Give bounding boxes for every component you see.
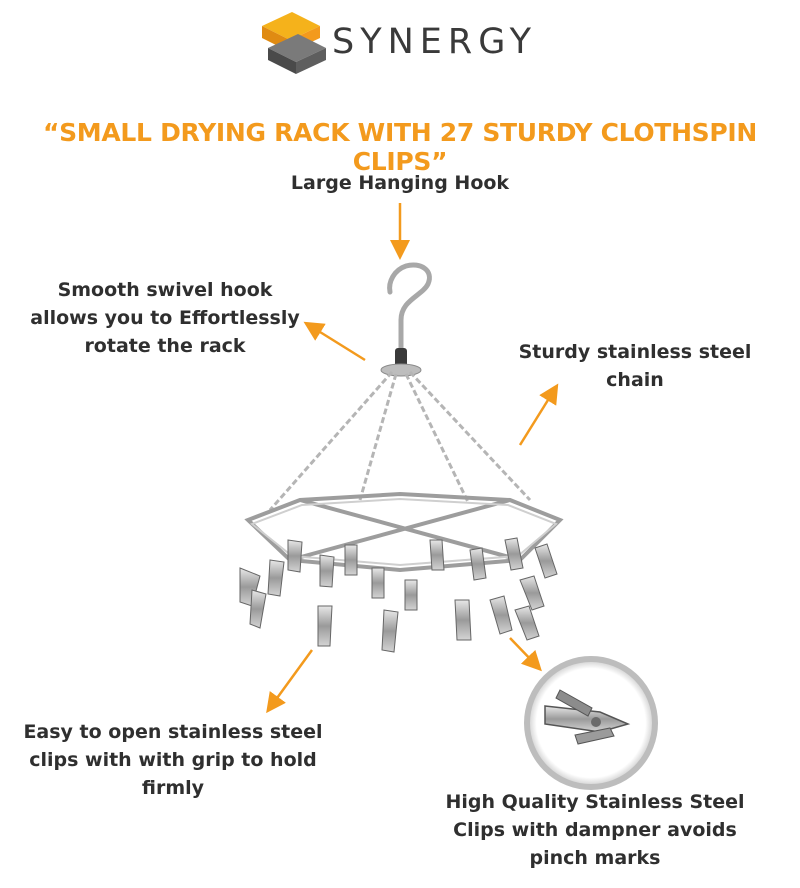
magnified-clip bbox=[527, 659, 655, 787]
callout-line: Easy to open stainless steel bbox=[23, 721, 323, 743]
callout-line: High Quality Stainless Steel bbox=[445, 791, 745, 813]
brand-name: SYNERGY bbox=[332, 22, 537, 62]
callout-line: clips with with grip to hold bbox=[29, 749, 317, 771]
callout-line: rotate the rack bbox=[84, 335, 246, 357]
callout-line: allows you to Effortlessly bbox=[30, 307, 300, 329]
headline: “SMALL DRYING RACK WITH 27 STURDY CLOTHSPIN CLIPS” bbox=[42, 118, 758, 176]
clothespin-clips bbox=[240, 538, 557, 652]
steel-chain bbox=[270, 372, 530, 510]
callout-line: firmly bbox=[141, 777, 205, 799]
callout-line: chain bbox=[606, 369, 664, 391]
callout-line: pinch marks bbox=[529, 847, 661, 869]
callout-line: Sturdy stainless steel bbox=[518, 341, 752, 363]
callout-line: Smooth swivel hook bbox=[57, 279, 273, 301]
callout-hanging-hook: Large Hanging Hook bbox=[290, 172, 510, 194]
callout-line: Clips with dampner avoids bbox=[453, 819, 737, 841]
